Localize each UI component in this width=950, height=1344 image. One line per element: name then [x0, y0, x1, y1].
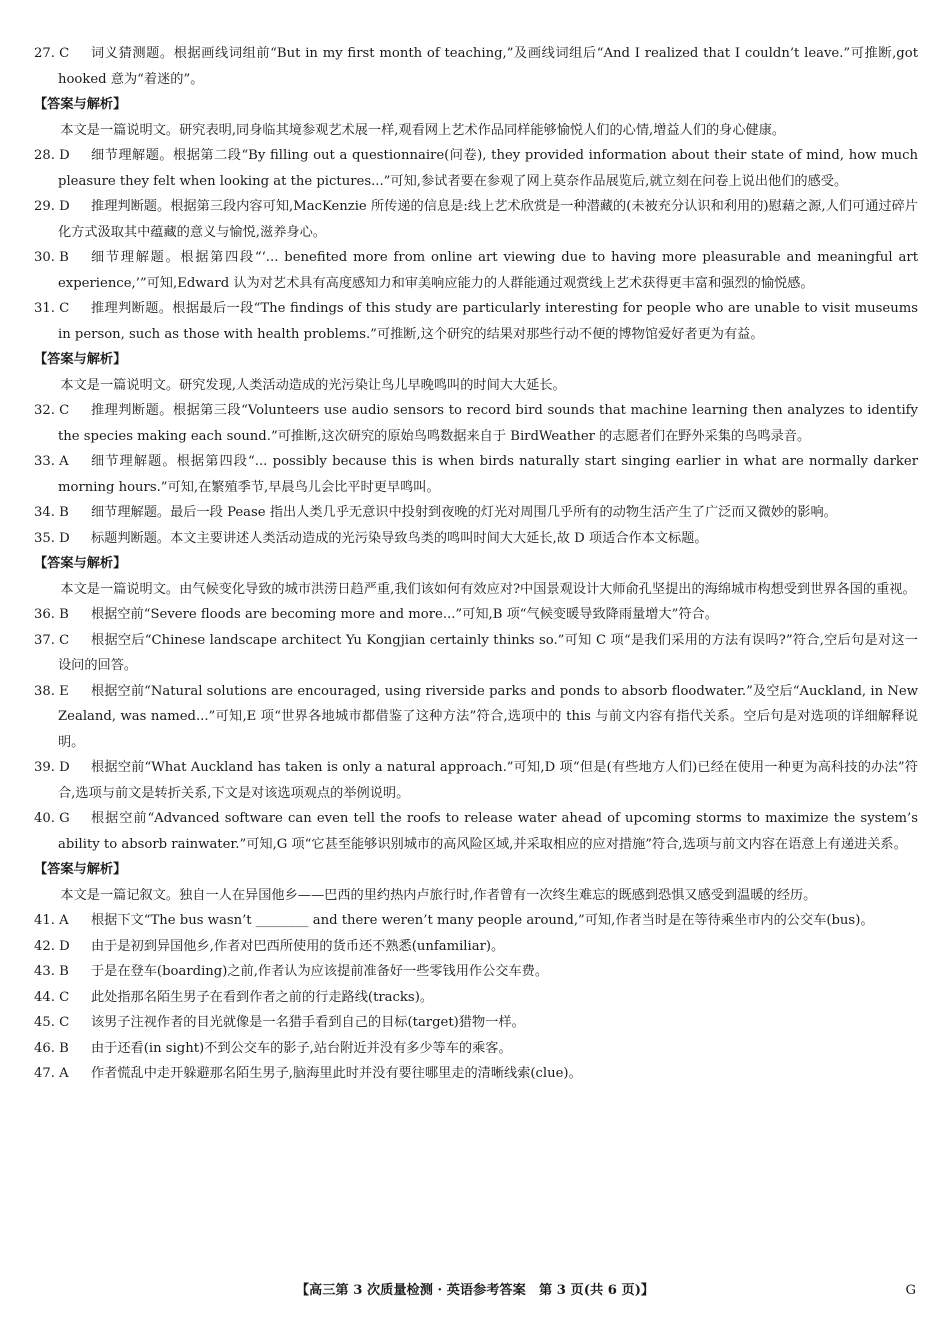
answer-item: [34, 628, 918, 679]
explanation-text: 根据空后“Chinese landscape architect Yu Kongjian certainly thinks so.”可知 C 项“是我们采用的方法有误吗?”符合,空后句是对这一设问的回答。: [58, 632, 918, 673]
explanation-text: 根据空前“Severe floods are becoming more and more...”可知,B 项“气候变暖导致降雨量增大”符合。: [91, 607, 718, 622]
question-number: 37. C: [34, 632, 70, 648]
explanation-text: 根据下文“The bus wasn’t ________ and there weren’t many people around,”可知,作者当时是在等待乘坐市内的公交车(bus)。: [91, 913, 874, 928]
explanation-text: 由于还看(in sight)不到公交车的影子,站台附近并没有多少等车的乘客。: [91, 1040, 512, 1056]
section-3: [34, 551, 918, 857]
question-number: 46. B: [34, 1040, 69, 1056]
explanation-text: 根据空前“Natural solutions are encouraged, using riverside parks and ponds to absorb floodwater.”及空后“Auckland, in New Zealand, was named...”可知,E 项“世界各地城市都借鉴了这种方法”符合,选项中的 this 与前文内容有指代关系。空后句是对选项的详细解释说明。: [58, 683, 918, 750]
question-number: 47. A: [34, 1066, 69, 1081]
explanation-text: 标题判断题。本文主要讲述人类活动造成的光污染导致鸟类的鸣叫时间大大延长,故 D 项适合作本文标题。: [91, 530, 708, 546]
answer-list-part-a: [34, 41, 918, 92]
question-number: 38. E: [34, 683, 69, 699]
question-number: 39. D: [34, 760, 70, 775]
question-number: 29. D: [34, 199, 70, 214]
explanation-text: 细节理解题。根据第四段“... possibly because this is when birds naturally start singing earlier in what are normally darker morning hours.”可知,在繁殖季节,早晨鸟儿会比平时更早鸣叫。: [58, 454, 918, 495]
explanation-text: 作者慌乱中走开躲避那名陌生男子,脑海里此时并没有要往哪里走的清晰线索(clue)。: [91, 1066, 582, 1081]
answer-item: [34, 449, 918, 500]
answer-item: [34, 526, 918, 552]
question-number: 30. B: [34, 250, 69, 265]
section-heading: 【答案与解析】: [34, 97, 127, 112]
answer-item: [34, 398, 918, 449]
section-intro: 本文是一篇记叙文。独自一人在异国他乡——巴西的里约热内卢旅行时,作者曾有一次终生难忘的既感到恐惧又感受到温暖的经历。: [60, 887, 817, 903]
version-letter: G: [905, 1283, 916, 1298]
question-number: 41. A: [34, 913, 69, 928]
answer-item: [34, 934, 918, 960]
question-number: 45. C: [34, 1015, 70, 1030]
answer-item: [34, 500, 918, 526]
section-intro: 本文是一篇说明文。研究表明,同身临其境参观艺术展一样,观看网上艺术作品同样能够愉悦人们的心情,增益人们的身心健康。: [60, 122, 786, 138]
question-number: 44. C: [34, 989, 70, 1005]
answer-list: [34, 143, 918, 347]
section-2: [34, 347, 918, 551]
question-number: 28. D: [34, 148, 70, 163]
explanation-text: 词义猜测题。根据画线词组前“But in my first month of teaching,”及画线词组后“And I realized that I couldn’t leave.”可推断,got hooked 意为“着迷的”。: [58, 46, 918, 87]
section-heading: 【答案与解析】: [34, 862, 127, 877]
page-footer: 【高三第 3 次质量检测 · 英语参考答案 第 3 页(共 6 页)】: [295, 1283, 655, 1298]
question-number: 27. C: [34, 46, 70, 61]
section-1: [34, 92, 918, 347]
question-number: 34. B: [34, 505, 69, 520]
explanation-text: 根据空前“What Auckland has taken is only a natural approach.”可知,D 项“但是(有些地方人们)已经在使用一种更为高科技的办法”符合,选项与前文是转折关系,下文是对该选项观点的举例说明。: [58, 760, 918, 801]
answer-item: [34, 959, 918, 985]
explanation-text: 由于是初到异国他乡,作者对巴西所使用的货币还不熟悉(unfamiliar)。: [91, 938, 505, 954]
answer-item: [34, 1010, 918, 1036]
explanation-text: 于是在登车(boarding)之前,作者认为应该提前准备好一些零钱用作公交车费。: [91, 964, 549, 979]
answer-item: [34, 755, 918, 806]
explanation-text: 推理判断题。根据第三段“Volunteers use audio sensors to record bird sounds that machine learning then analyzes to identify the species making each sound.”可推断,这次研究的原始鸟鸣数据来自于 BirdWeather 的志愿者们在野外采集的鸟鸣录音。: [58, 403, 918, 444]
answer-item: [34, 41, 918, 92]
explanation-text: 推理判断题。根据第三段内容可知,MacKenzie 所传递的信息是:线上艺术欣赏是一种潜藏的(未被充分认识和利用的)慰藉之源,人们可通过碎片化方式汲取其中蕴藏的意义与愉悦,滋养身心。: [58, 199, 918, 240]
section-heading: 【答案与解析】: [34, 556, 127, 571]
explanation-text: 此处指那名陌生男子在看到作者之前的行走路线(tracks)。: [91, 989, 434, 1005]
explanation-text: 根据空前“Advanced software can even tell the roofs to release water ahead of upcoming storms to maximize the system’s ability to absorb rainwater.”可知,G 项“它甚至能够识别城市的高风险区域,并采取相应的应对措施”符合,选项与前文内容在语意上有递进关系。: [58, 811, 918, 852]
question-number: 42. D: [34, 938, 70, 954]
section-heading: 【答案与解析】: [34, 352, 127, 367]
explanation-text: 细节理解题。最后一段 Pease 指出人类几乎无意识中投射到夜晚的灯光对周围几乎所有的动物生活产生了广泛而又微妙的影响。: [91, 505, 837, 520]
answer-item: [34, 1061, 918, 1087]
question-number: 43. B: [34, 964, 69, 979]
answer-list: [34, 398, 918, 551]
answer-item: [34, 806, 918, 857]
answer-item: [34, 1036, 918, 1062]
question-number: 40. G: [34, 811, 70, 826]
explanation-text: 细节理解题。根据第四段“‘... benefited more from online art viewing due to having more pleasurable and meaningful art experience,’”可知,Edward 认为对艺术具有高度感知力和审美响应能力的人群能通过观赏线上艺术获得更丰富和强烈的愉悦感。: [58, 250, 918, 291]
section-intro: 本文是一篇说明文。研究发现,人类活动造成的光污染让鸟儿早晚鸣叫的时间大大延长。: [60, 377, 566, 393]
section-4: [34, 857, 918, 1087]
answer-item: [34, 985, 918, 1011]
question-number: 33. A: [34, 454, 69, 469]
answer-list: [34, 602, 918, 857]
explanation-text: 该男子注视作者的目光就像是一名猎手看到自己的目标(target)猎物一样。: [91, 1015, 525, 1030]
explanation-text: 细节理解题。根据第二段“By filling out a questionnaire(问卷), they provided information about their state of mind, how much pleasure they felt when looking at the pictures...”可知,参试者要在参观了网上莫奈作品展览后,就立刻在问卷上说出他们的感受。: [58, 148, 918, 189]
answer-item: [34, 679, 918, 756]
answer-item: [34, 194, 918, 245]
answer-item: [34, 296, 918, 347]
question-number: 31. C: [34, 301, 70, 316]
answer-list: [34, 908, 918, 1087]
explanation-text: 推理判断题。根据最后一段“The findings of this study are particularly interesting for people who are unable to visit museums in person, such as those with health problems.”可推断,这个研究的结果对那些行动不便的博物馆爱好者更为有益。: [58, 301, 918, 342]
answer-item: [34, 602, 918, 628]
answer-item: [34, 245, 918, 296]
question-number: 36. B: [34, 607, 69, 622]
section-intro: 本文是一篇说明文。由气候变化导致的城市洪涝日趋严重,我们该如何有效应对?中国景观设计大师俞孔坚提出的海绵城市构想受到世界各国的重视。: [60, 581, 916, 597]
answer-item: [34, 143, 918, 194]
question-number: 32. C: [34, 403, 70, 418]
question-number: 35. D: [34, 530, 70, 546]
answer-item: [34, 908, 918, 934]
